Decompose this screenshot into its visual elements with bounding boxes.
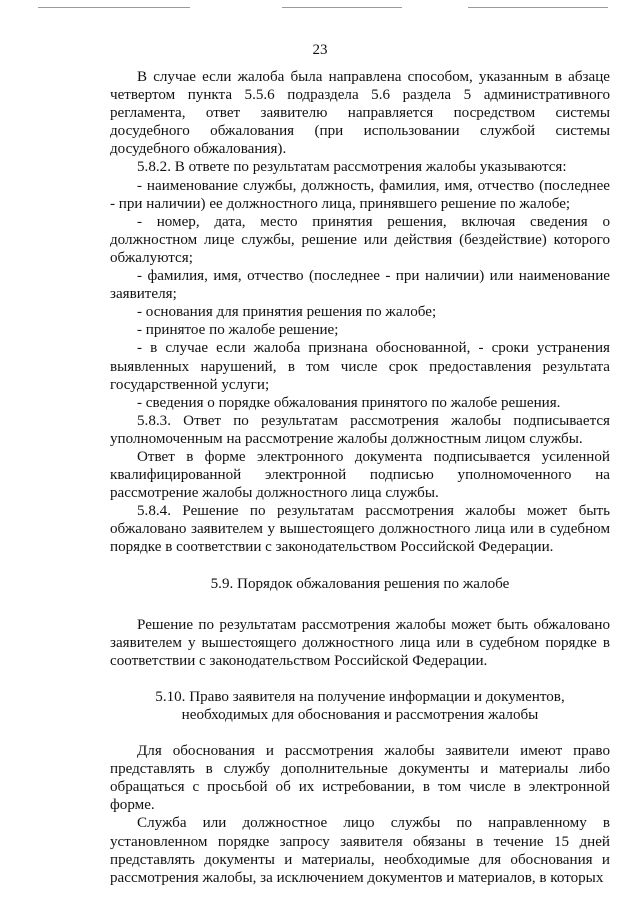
paragraph-5-8-3: 5.8.3. Ответ по результатам рассмотрения жалобы подписывается уполномоченным на рассмотрение жалобы должностным лицом службы. xyxy=(110,412,610,447)
paragraph-electronic-signature: Ответ в форме электронного документа подписывается усиленной квалифицированной электронной подписью уполномоченного на рассмотрение жалобы должностного лица службы. xyxy=(110,448,610,502)
paragraph-5-8-2: 5.8.2. В ответе по результатам рассмотрения жалобы указываются: xyxy=(137,159,567,176)
list-item-decision: - принятое по жалобе решение; xyxy=(137,322,339,339)
section-5-10-paragraph-2: Служба или должностное лицо службы по направленному в установленном порядке запросу заявителя обязаны в течение 15 дней представлять документы и материалы, необходимые для обоснования и рассмотрения жалобы, за исключением документов и материалов, в которых xyxy=(110,815,610,886)
list-item-decision-details: - номер, дата, место принятия решения, включая сведения о должностном лице службы, решение или действия (бездействие) которого обжалуются; xyxy=(110,213,610,266)
section-5-10-title xyxy=(110,688,610,724)
section-5-9-paragraph: Решение по результатам рассмотрения жалобы может быть обжаловано заявителем у вышестоящего должностного лица или в судебном порядке в соответствии с законодательством Российской Федерации. xyxy=(110,616,610,669)
document-body xyxy=(110,68,610,887)
section-5-9-title: 5.9. Порядок обжалования решения по жалобе xyxy=(210,575,510,592)
top-rule-left xyxy=(38,7,190,8)
top-rule-center xyxy=(282,7,402,8)
paragraph-5-8-4: 5.8.4. Решение по результатам рассмотрения жалобы может быть обжаловано заявителем у вышестоящего должностного лица или в судебном порядке в соответствии с законодательством Российской Федерации. xyxy=(110,503,610,556)
section-5-10-title-line-2: необходимых для обоснования и рассмотрения жалобы xyxy=(181,707,539,723)
list-item-appeal-procedure: - сведения о порядке обжалования принятого по жалобе решения. xyxy=(137,394,561,411)
section-5-10-title-line-1: 5.10. Право заявителя на получение информации и документов, xyxy=(155,688,565,705)
section-5-10-paragraph-1: Для обоснования и рассмотрения жалобы заявители имеют право представлять в службу дополнительные документы и материалы либо обращаться с просьбой об их истребовании, в том числе в электронной форме. xyxy=(110,743,610,814)
paragraph-reply-via-system: В случае если жалоба была направлена способом, указанным в абзаце четвертом пункта 5.5.6 подраздела 5.6 раздела 5 административного регламента, ответ заявителю направляется посредством системы досудебного обжалования (при использовании службой системы досудебного обжалования). xyxy=(110,69,610,158)
list-item-applicant-name: - фамилия, имя, отчество (последнее - при наличии) или наименование заявителя; xyxy=(110,268,610,303)
list-item-remedy-deadlines: - в случае если жалоба признана обоснованной, - сроки устранения выявленных нарушений, в том числе срок предоставления результата государственной услуги; xyxy=(110,340,610,393)
list-item-service-name: - наименование службы, должность, фамилия, имя, отчество (последнее - при наличии) ее должностного лица, принявшего решение по жалобе; xyxy=(110,177,610,212)
top-rule-right xyxy=(468,7,608,8)
page-number: 23 xyxy=(312,42,328,58)
list-item-grounds: - основания для принятия решения по жалобе; xyxy=(137,304,437,321)
